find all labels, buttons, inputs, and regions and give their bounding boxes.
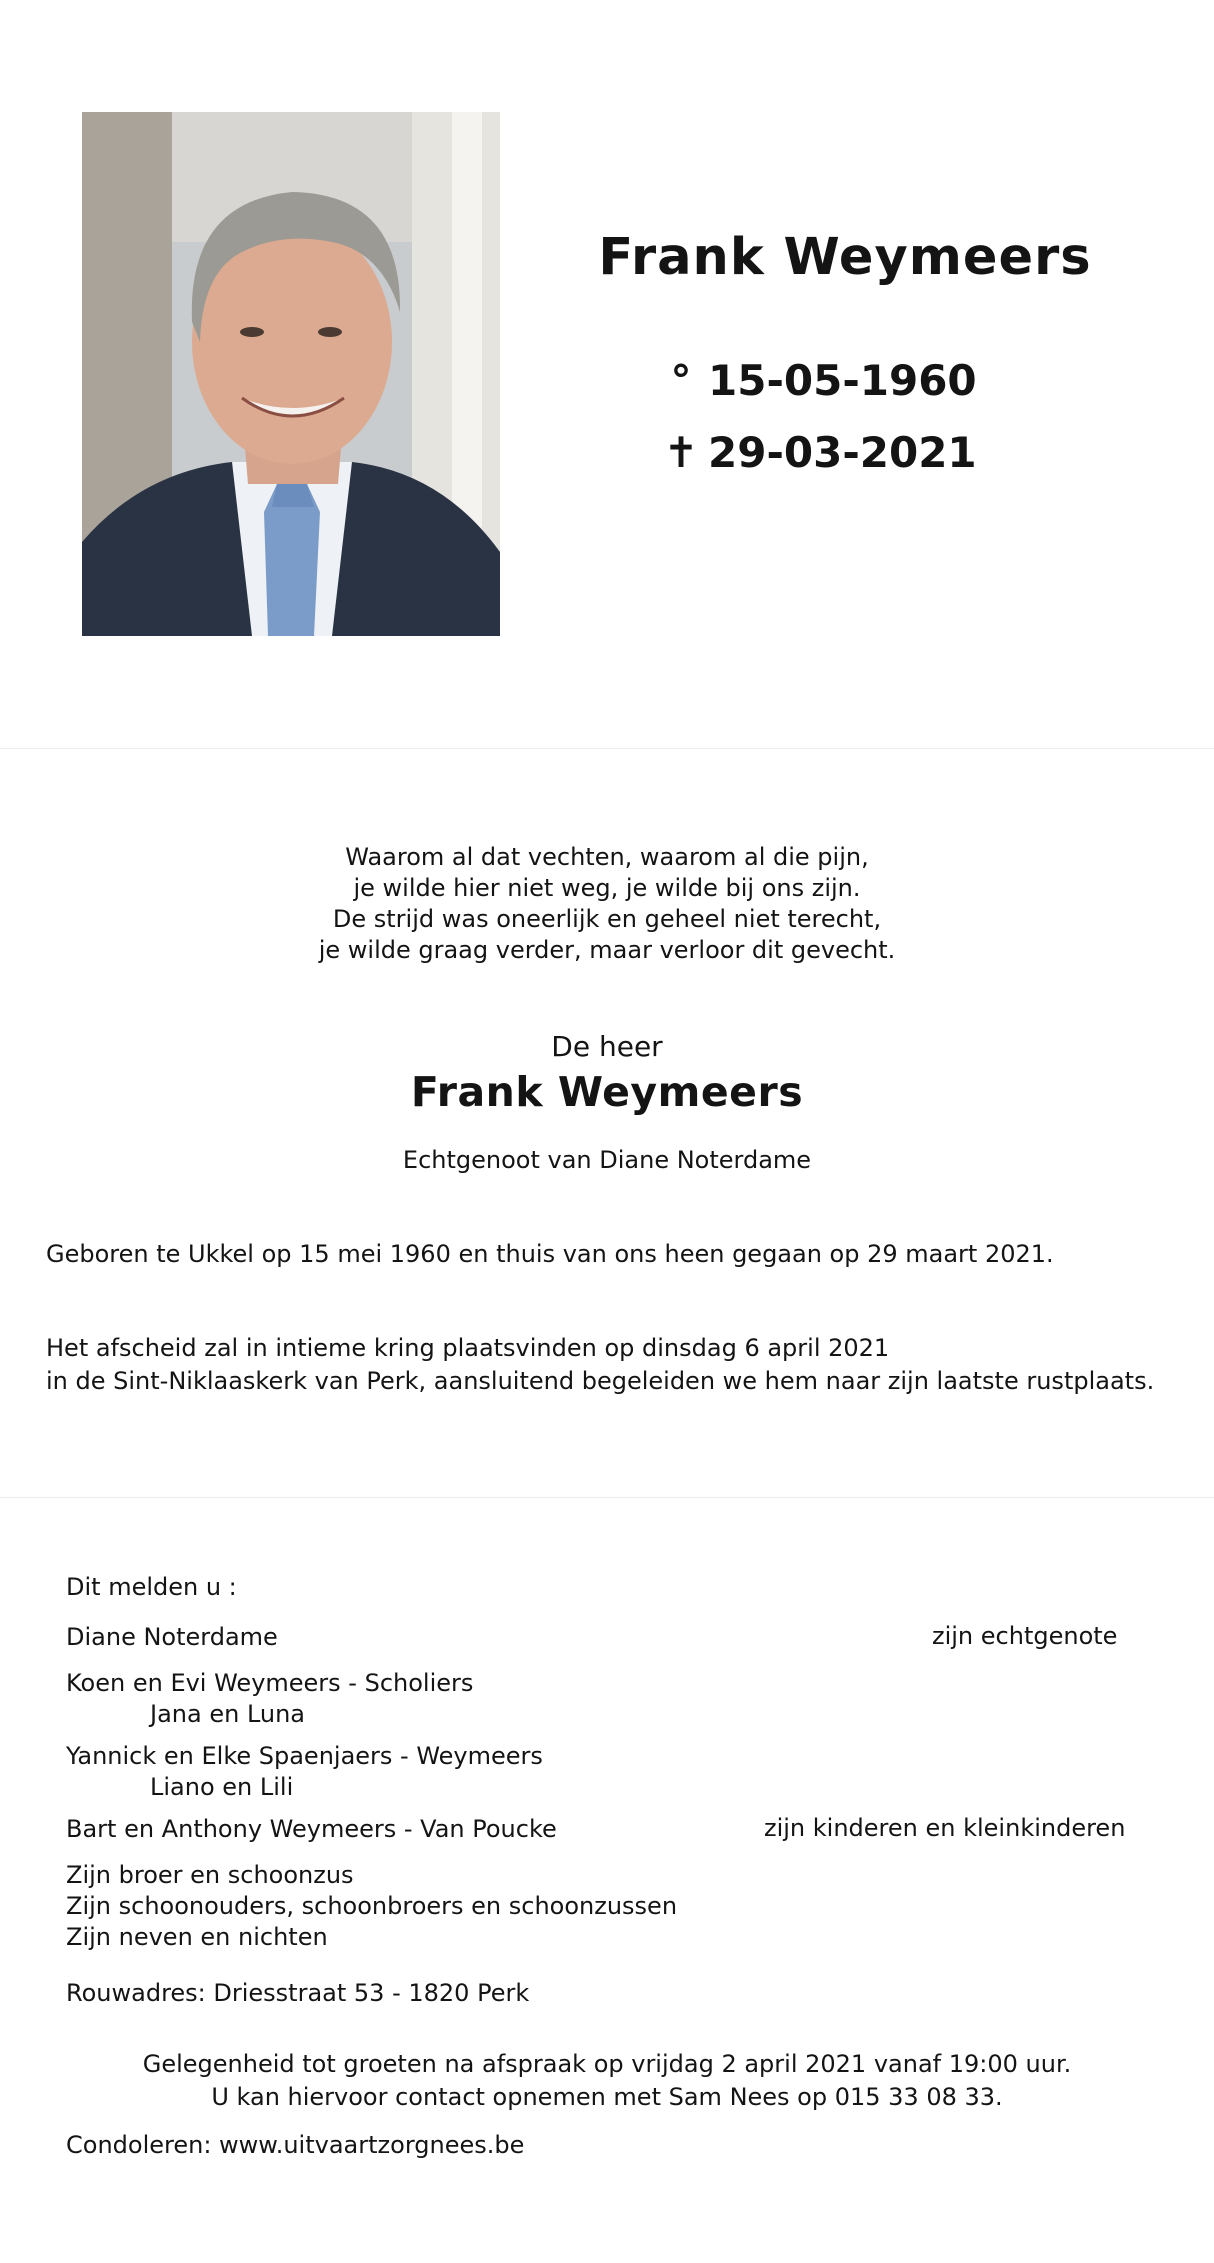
family-child-3: Bart en Anthony Weymeers - Van Poucke (66, 1815, 557, 1843)
family-spouse: Diane Noterdame (66, 1623, 278, 1651)
poem-line: De strijd was oneerlijk en geheel niet terecht, (332, 905, 882, 933)
birth-date-value: 15-05-1960 (708, 356, 977, 405)
family-child-1 (66, 1668, 473, 1730)
visitation-line: U kan hiervoor contact opnemen met Sam Nees op 015 33 08 33. (211, 2083, 1003, 2111)
death-date (660, 428, 1080, 477)
farewell-line: Het afscheid zal in intieme kring plaatsvinden op dinsdag 6 april 2021 (46, 1334, 890, 1362)
portrait-photo (82, 112, 500, 636)
birth-symbol: ° (670, 356, 692, 405)
poem-line: Waarom al dat vechten, waarom al die pijn, (345, 843, 869, 871)
cross-icon: ✝ (663, 428, 699, 477)
spouse-role: zijn echtgenote (932, 1622, 1118, 1650)
death-date-value: 29-03-2021 (708, 428, 977, 477)
relative-line: Zijn schoonouders, schoonbroers en schoonzussen (66, 1892, 678, 1920)
visitation-info (0, 2048, 1214, 2114)
family-child-2 (66, 1741, 543, 1803)
born-line: Geboren te Ukkel op 15 mei 1960 en thuis van ons heen gegaan op 29 maart 2021. (46, 1240, 1054, 1268)
family-relatives (66, 1860, 677, 1953)
child-couple: Yannick en Elke Spaenjaers - Weymeers (66, 1742, 543, 1770)
deceased-name-header: Frank Weymeers (598, 228, 1092, 287)
farewell-paragraph (46, 1332, 1186, 1398)
children-role: zijn kinderen en kleinkinderen (764, 1814, 1126, 1842)
birth-date (660, 356, 1080, 405)
family-intro: Dit melden u : (66, 1573, 237, 1601)
deceased-name: Frank Weymeers (410, 1068, 804, 1116)
grandchildren: Liano en Lili (150, 1773, 294, 1801)
honorific: De heer (551, 1030, 663, 1063)
mourning-address: Rouwadres: Driesstraat 53 - 1820 Perk (66, 1979, 530, 2007)
farewell-line: in de Sint-Niklaaskerk van Perk, aansluitend begeleiden we hem naar zijn laatste rustplaats. (46, 1367, 1155, 1395)
poem-line: je wilde hier niet weg, je wilde bij ons zijn. (353, 874, 861, 902)
poem-line: je wilde graag verder, maar verloor dit gevecht. (318, 936, 896, 964)
relative-line: Zijn neven en nichten (66, 1923, 328, 1951)
divider-top (0, 748, 1214, 749)
condolence-link[interactable]: Condoleren: www.uitvaartzorgnees.be (66, 2131, 525, 2159)
spouse-line: Echtgenoot van Diane Noterdame (402, 1146, 812, 1174)
relative-line: Zijn broer en schoonzus (66, 1861, 354, 1889)
child-couple: Koen en Evi Weymeers - Scholiers (66, 1669, 474, 1697)
grandchildren: Jana en Luna (150, 1700, 306, 1728)
poem (0, 842, 1214, 966)
visitation-line: Gelegenheid tot groeten na afspraak op vrijdag 2 april 2021 vanaf 19:00 uur. (142, 2050, 1072, 2078)
divider-bottom (0, 1497, 1214, 1498)
